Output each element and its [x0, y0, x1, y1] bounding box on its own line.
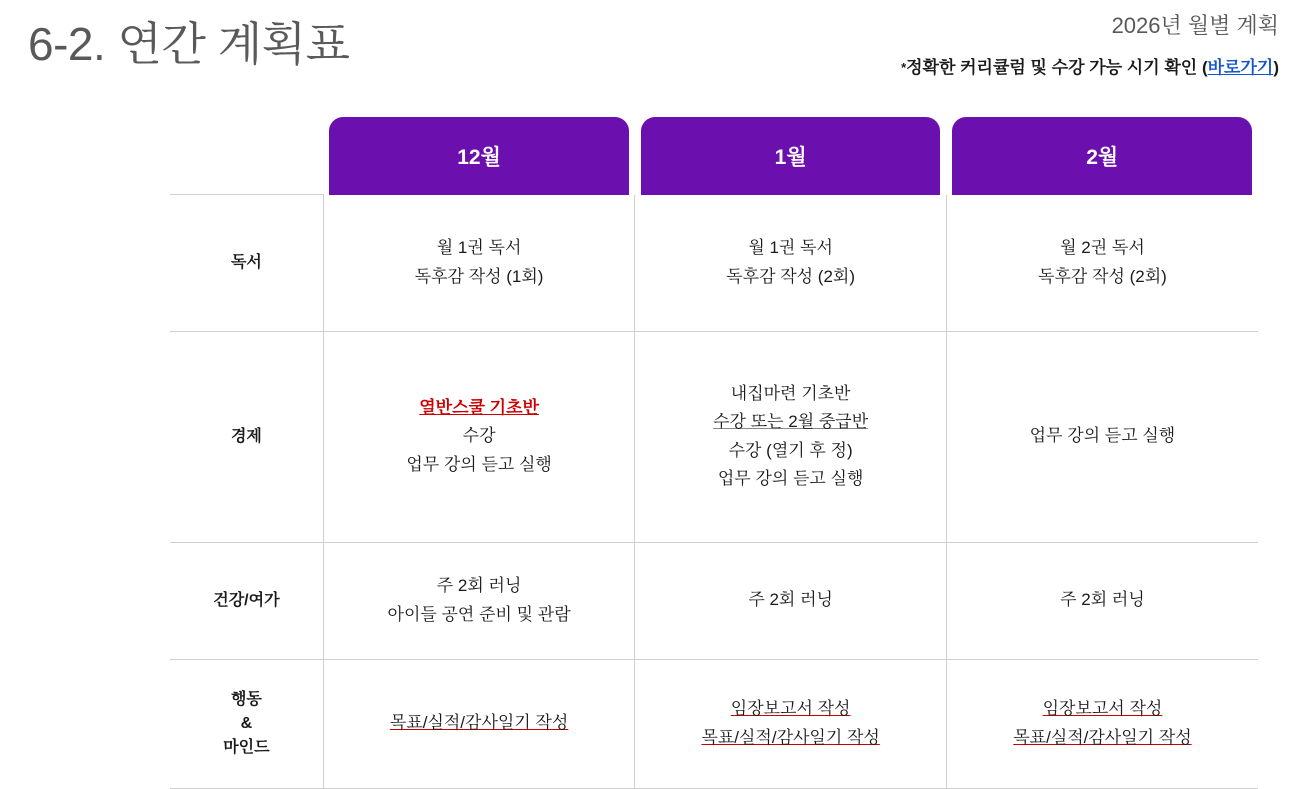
month-header-cell	[635, 112, 947, 195]
cell-line: 아이들 공연 준비 및 관람	[387, 604, 571, 624]
cell-line: 업무 강의 듣고 실행	[1029, 426, 1176, 446]
month-header-cell	[323, 112, 635, 195]
cell-line: 독후감 작성 (2회)	[726, 266, 856, 286]
cell-line-highlight: 열반스쿨 기초반	[419, 398, 539, 418]
cell-line: 업무 강의 듣고 실행	[717, 468, 864, 488]
cell-line: 월 2권 독서	[1060, 238, 1145, 258]
curriculum-note	[901, 53, 1279, 78]
cell-line: 업무 강의 듣고 실행	[406, 454, 552, 474]
cell-line: 월 1권 독서	[748, 238, 833, 258]
cell-economy-dec	[323, 331, 635, 542]
cell-line: 독후감 작성 (1회)	[414, 266, 544, 286]
label-line: &	[240, 714, 253, 732]
note-asterisk: *	[901, 59, 907, 75]
cell-line: 수강 또는 2월 중급반	[713, 412, 869, 432]
month-header-cell	[946, 112, 1258, 195]
table-row	[170, 331, 1258, 542]
cell-line: 목표/실적/감사일기 작성	[701, 727, 880, 747]
row-label-economy: 경제	[170, 331, 323, 542]
annual-plan-table-wrapper	[170, 112, 1258, 789]
cell-line: 주 2회 러닝	[1060, 590, 1145, 610]
table-corner-cell	[170, 112, 323, 195]
cell-line: 주 2회 러닝	[748, 590, 833, 610]
cell-line: 목표/실적/감사일기 작성	[389, 713, 569, 733]
row-label-reading: 독서	[170, 195, 323, 332]
cell-reading-feb	[946, 195, 1258, 332]
cell-health-jan	[635, 542, 947, 659]
cell-reading-jan	[635, 195, 947, 332]
curriculum-link[interactable]: 바로가기	[1207, 57, 1274, 77]
annual-plan-table	[170, 112, 1258, 789]
month-pill-label: 12월	[329, 117, 629, 195]
page-title: 6-2. 연간 계획표	[28, 18, 350, 70]
label-line: 행동	[230, 690, 262, 708]
cell-action-feb	[946, 659, 1258, 788]
table-header-row	[170, 112, 1258, 195]
header-right-block	[901, 12, 1279, 78]
table-row	[170, 659, 1258, 788]
cell-line: 수강	[462, 426, 496, 446]
label-line: 마인드	[223, 738, 270, 756]
cell-health-dec	[323, 542, 635, 659]
cell-line: 임장보고서 작성	[730, 699, 851, 719]
cell-reading-dec	[323, 195, 635, 332]
month-pill-label: 2월	[952, 117, 1252, 195]
cell-line: 독후감 작성 (2회)	[1038, 266, 1167, 286]
row-label-action-mind	[170, 659, 323, 788]
note-text: 정확한 커리큘럼 및 수강 가능 시기 확인	[906, 57, 1202, 77]
cell-action-dec	[323, 659, 635, 788]
note-paren-close: )	[1273, 57, 1279, 77]
cell-action-jan	[635, 659, 947, 788]
table-row	[170, 542, 1258, 659]
month-pill-label: 1월	[641, 117, 941, 195]
cell-line: 내집마련 기초반	[730, 384, 851, 404]
cell-economy-jan	[635, 331, 947, 542]
cell-health-feb	[946, 542, 1258, 659]
table-row	[170, 195, 1258, 332]
cell-line: 월 1권 독서	[436, 238, 522, 258]
cell-line: 임장보고서 작성	[1042, 699, 1163, 719]
cell-line: 목표/실적/감사일기 작성	[1013, 727, 1192, 747]
cell-economy-feb	[946, 331, 1258, 542]
plan-year-subtitle: 2026년 월별 계획	[1111, 13, 1279, 38]
cell-line: 수강 (열기 후 정)	[728, 440, 853, 460]
row-label-health: 건강/여가	[170, 542, 323, 659]
note-paren-open: (	[1201, 57, 1208, 77]
cell-line: 주 2회 러닝	[436, 576, 522, 596]
